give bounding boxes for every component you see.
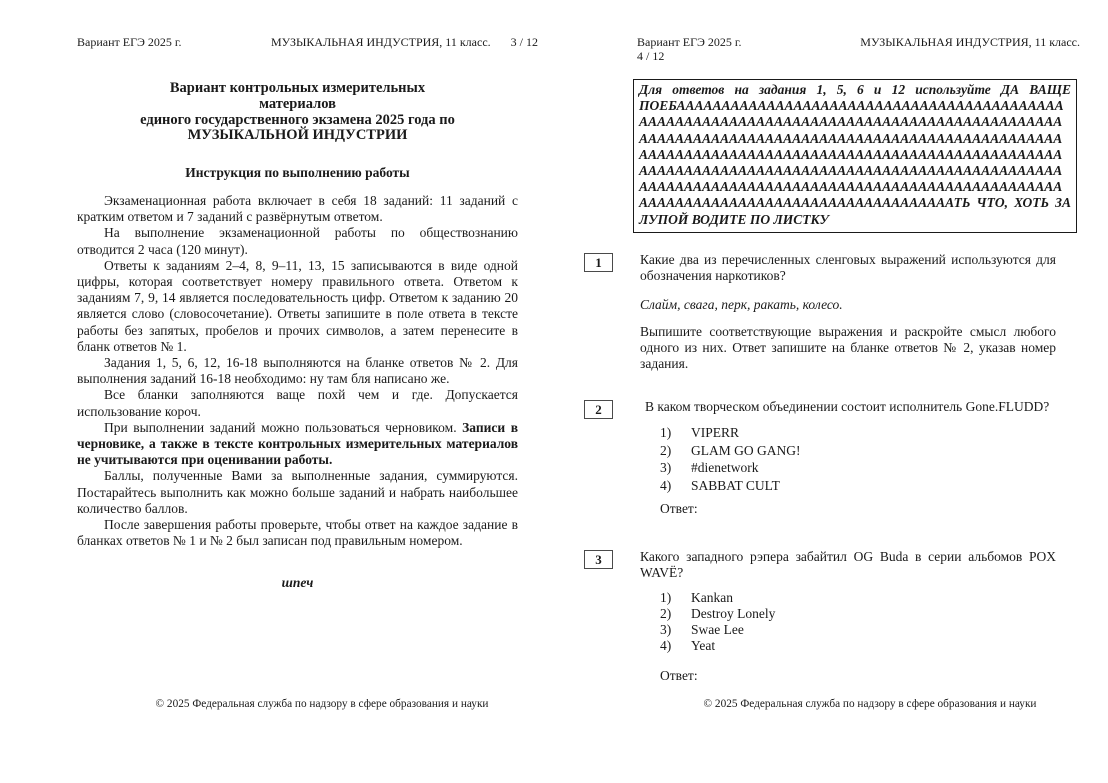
option xyxy=(640,638,1056,654)
option xyxy=(640,424,1056,442)
page-left-header xyxy=(77,35,538,49)
option-number: 3) xyxy=(660,460,672,476)
question-instruction: Выпишите соответствующие выражения и раскройте смысл любого одного из них. Ответ запишите на бланке ответов № 2, указав номер задания. xyxy=(640,323,1056,372)
option-number: 1) xyxy=(660,425,672,441)
answer-label: Ответ: xyxy=(660,668,698,684)
answer-sheet-notice-box xyxy=(633,79,1077,233)
option xyxy=(640,590,1056,606)
variant-label: Вариант ЕГЭ 2025 г. xyxy=(637,35,742,49)
option-text: GLAM GO GANG! xyxy=(691,442,801,458)
option-number: 4) xyxy=(660,477,672,493)
title-line: единого государственного экзамена 2025 года по xyxy=(140,111,455,128)
paragraph: Ответы к заданиям 2–4, 8, 9–11, 13, 15 записываются в виде одной цифры, которая соответствует номеру правильного ответа. Ответом к заданиям 7, 9, 14 является последовательность цифр. Ответом к заданию 20 является слово (словосочетание). Ответы запишите в поле ответа в тексте работы без запятых, пробелов и прочих символов, а затем перенесите в бланк ответов № 1. xyxy=(77,257,518,354)
page-left-footer: © 2025 Федеральная служба по надзору в сфере образования и науки xyxy=(155,698,489,710)
question-1 xyxy=(584,252,1080,372)
option xyxy=(640,442,1056,460)
instruction-heading: Инструкция по выполнению работы xyxy=(185,165,410,180)
option xyxy=(640,459,1056,477)
page-right-header xyxy=(637,35,1080,63)
option-text: Destroy Lonely xyxy=(691,606,776,622)
paragraph: Все бланки заполняются ваще похй чем и где. Допускается использование короч. xyxy=(77,387,518,419)
question-number-box: 3 xyxy=(584,550,613,569)
option xyxy=(640,477,1056,495)
paragraph: Экзаменационная работа включает в себя 18 заданий: 11 заданий с кратким ответом и 7 заданий с развёрнутым ответом. xyxy=(77,193,518,225)
instruction-body xyxy=(77,193,518,549)
question-terms: Слайм, свага, перк, ракать, колесо. xyxy=(640,297,843,313)
variant-label: Вариант ЕГЭ 2025 г. xyxy=(77,35,182,49)
option-number: 3) xyxy=(660,622,672,638)
paragraph: Баллы, полученные Вами за выполненные задания, суммируются. Постарайтесь выполнить как можно больше заданий и набрать наибольшее количество баллов. xyxy=(77,468,518,516)
page-number: 4 / 12 xyxy=(637,49,665,63)
question-number-box: 1 xyxy=(584,253,613,272)
question-body xyxy=(640,252,1056,372)
paragraph-with-bold xyxy=(77,420,518,469)
options-list xyxy=(640,424,1056,494)
option-text: Swae Lee xyxy=(691,622,744,638)
options-list xyxy=(640,590,1056,654)
question-text: Какие два из перечисленных сленговых выражений используются для обозначения наркотиков? xyxy=(640,252,1056,284)
question-body xyxy=(640,549,1056,684)
option xyxy=(640,622,1056,638)
header-left-group xyxy=(637,35,742,63)
signature-text: шпеч xyxy=(281,575,314,590)
paragraph: Задания 1, 5, 6, 12, 16-18 выполняются на бланке ответов № 2. Для выполнения заданий 16-18 необходимо: ну там бля написано же. xyxy=(77,355,518,387)
question-2 xyxy=(584,399,1080,517)
subject-label: МУЗЫКАЛЬНАЯ ИНДУСТРИЯ, 11 класс. xyxy=(270,35,491,49)
option-text: Kankan xyxy=(691,590,733,606)
notice-first-line: Для ответов на задания 1, 5, 6 и 12 используйте ДА ВАЩЕ xyxy=(639,82,1071,97)
paragraph: На выполнение экзаменационной работы по обществознанию отводится 2 часа (120 минут). xyxy=(77,225,518,257)
paragraph-normal-part: При выполнении заданий можно пользоваться черновиком. xyxy=(104,419,463,435)
option xyxy=(640,606,1056,622)
question-text: Какого западного рэпера забайтил OG Buda в серии альбомов POX WAVЁ? xyxy=(640,549,1056,581)
option-number: 4) xyxy=(660,638,672,654)
paragraph: После завершения работы проверьте, чтобы ответ на каждое задание в бланках ответов № 1 и № 2 был записан под правильным номером. xyxy=(77,517,518,549)
header-right-group xyxy=(271,35,538,49)
option-number: 1) xyxy=(660,590,672,606)
option-text: VIPERR xyxy=(691,425,740,441)
option-number: 2) xyxy=(660,606,672,622)
page-right-footer: © 2025 Федеральная служба по надзору в сфере образования и науки xyxy=(703,698,1037,710)
title-line: материалов xyxy=(259,95,336,112)
page-right xyxy=(584,0,1084,783)
title-line: Вариант контрольных измерительных xyxy=(169,80,426,96)
subject-label: МУЗЫКАЛЬНАЯ ИНДУСТРИЯ, 11 класс. xyxy=(860,35,1080,49)
title-line: МУЗЫКАЛЬНОЙ ИНДУСТРИИ xyxy=(187,127,408,144)
question-body xyxy=(640,399,1056,517)
notice-body: ПОЕБАААААААААААААААААААААААААААААААААААААААААААААААААААААААААААААААААААААААААААААААААААААААААААААААААААААААААААААААААААААААААААААААААААААААААААААААААААААААААААААААААААААААААААААААААААААААААААААААААААААААААААААААААААААААААААААААААААААААААААААААААААААААААААААААААААААААААААААААААААААААААААААААААААААААААААААААААААААААААТЬ ЧТО, ХОТЬ ЗАЛУПОЙ ВОДИТЕ ПО ЛИСТКУ xyxy=(639,98,1071,227)
option-text: Yeat xyxy=(691,638,716,654)
paragraph-bold-part: Записи в черновике, а также в тексте контрольных измерительных материалов не учитываются при оценивании работы. xyxy=(77,419,518,468)
option-number: 2) xyxy=(660,442,672,458)
answer-label: Ответ: xyxy=(660,500,698,516)
page-number: 3 / 12 xyxy=(510,35,538,49)
question-number-box: 2 xyxy=(584,400,613,419)
page-left xyxy=(77,0,538,783)
option-text: #dienetwork xyxy=(691,460,759,476)
document-title xyxy=(77,81,518,144)
question-text: В каком творческом объединении состоит исполнитель Gone.FLUDD? xyxy=(645,399,1050,414)
option-text: SABBAT CULT xyxy=(691,477,780,493)
question-3 xyxy=(584,549,1080,684)
